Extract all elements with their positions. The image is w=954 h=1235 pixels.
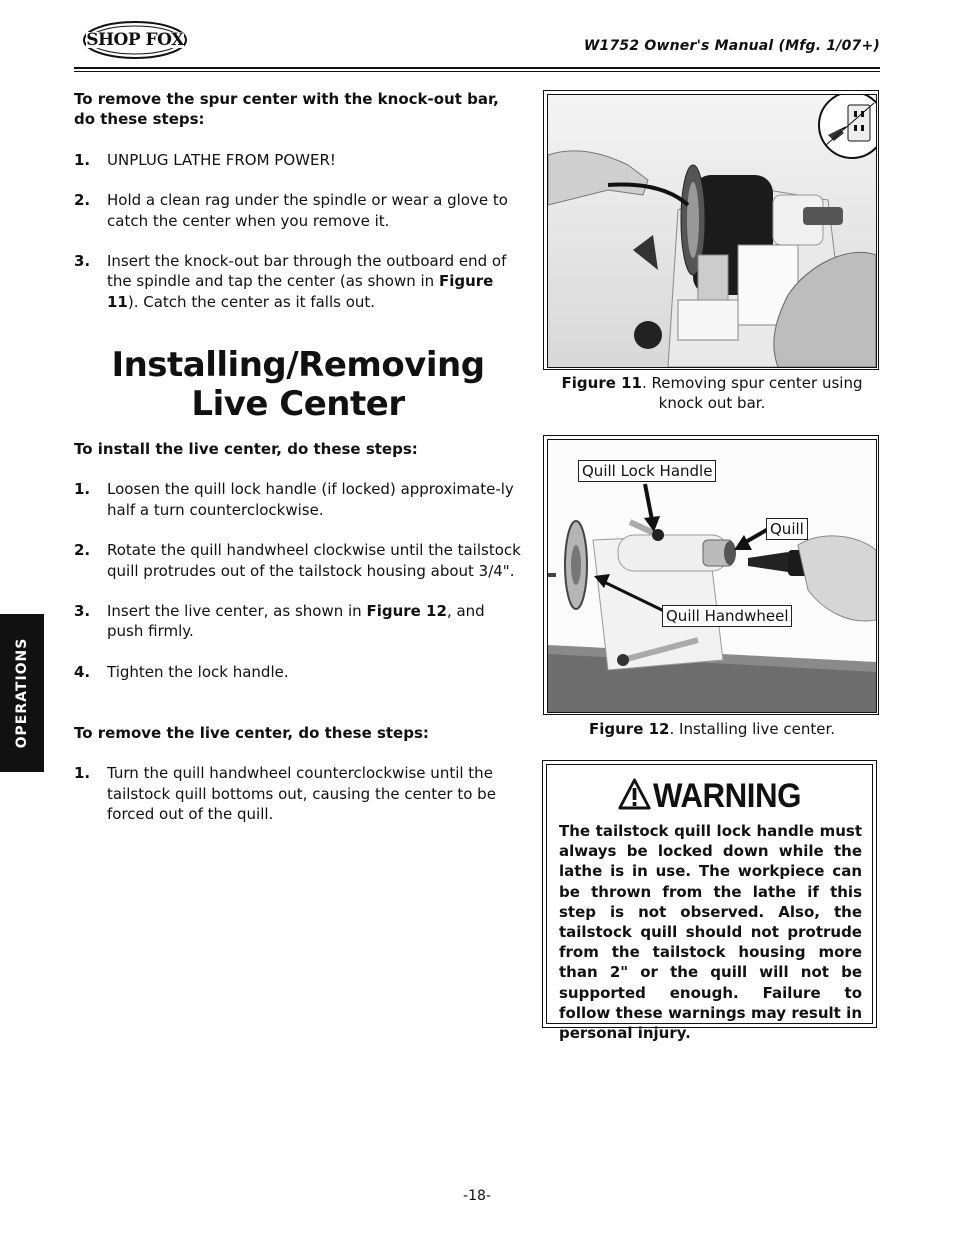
heading-line-2: Live Center: [191, 384, 405, 424]
figure-12-photo: [547, 439, 877, 713]
quill-label: Quill: [766, 518, 808, 540]
logo-text: SHOP FOX: [86, 30, 184, 50]
remove-spur-lead: To remove the spur center with the knock-out bar, do these steps:: [74, 90, 499, 129]
list-item: [74, 150, 522, 170]
step-number: 1.: [74, 150, 91, 169]
shop-fox-logo: [82, 20, 188, 60]
step-text: UNPLUG LATHE FROM POWER!: [107, 150, 336, 169]
step-number: 1.: [74, 764, 91, 783]
header-rule: [74, 67, 880, 69]
figure-11-caption: [543, 373, 881, 414]
quill-lock-handle-label: Quill Lock Handle: [578, 460, 716, 482]
list-item: [74, 763, 522, 824]
figure-reference: Figure 11: [107, 272, 494, 311]
step-text: Insert the knock-out bar through the outboard end of the spindle and tap the center (as shown in: [107, 252, 507, 291]
install-section: [74, 439, 522, 682]
step-text: Tighten the lock handle.: [107, 662, 289, 681]
header-rule-thin: [74, 71, 880, 72]
list-item: [74, 479, 522, 520]
remove-spur-section: [74, 89, 522, 312]
list-item: [74, 662, 522, 682]
section-heading: [74, 346, 522, 424]
install-lead: To install the live center, do these steps:: [74, 440, 418, 458]
section-tab-label: OPERATIONS: [14, 637, 30, 749]
figure-reference: Figure 12: [366, 602, 447, 621]
warning-text: The tailstock quill lock handle must always be locked down while the lathe is in use. The workpiece can be thrown from the lathe if this step is not observed. Also, the tailstock quill should not protrude from the tailstock housing more than 2" or the quill will not be supported enough. Failure to follow these warnings may result in personal injury.: [559, 822, 862, 1043]
warning-box-inner: [546, 764, 873, 1043]
step-number: 2.: [74, 191, 91, 210]
step-number: 3.: [74, 602, 91, 621]
step-number: 4.: [74, 662, 91, 681]
list-item: [74, 601, 522, 642]
unplug-icon: [826, 103, 876, 147]
figure-12-frame: [543, 435, 879, 715]
step-text: , and push firmly.: [107, 602, 485, 641]
step-text: Loosen the quill lock handle (if locked) approximate-ly half a turn counterclockwise.: [107, 480, 514, 519]
list-item: [74, 251, 522, 312]
figure-11-frame: [543, 90, 879, 370]
step-number: 2.: [74, 541, 91, 560]
manual-title: W1752 Owner's Manual (Mfg. 1/07+): [583, 38, 880, 54]
step-text: ). Catch the center as it falls out.: [127, 292, 376, 311]
warning-title: WARNING: [652, 777, 801, 815]
list-item: [74, 540, 522, 581]
step-number: 3.: [74, 252, 91, 271]
remove-live-section: [74, 723, 522, 825]
caption-text: . Installing live center.: [669, 720, 835, 738]
figure-11-photo: [547, 94, 877, 368]
section-tab: [0, 614, 44, 772]
figure-label: Figure 11: [561, 374, 642, 392]
figure-12-caption: [543, 719, 881, 739]
page-number: -18-: [463, 1188, 491, 1204]
caption-text: . Removing spur center using knock out bar.: [642, 374, 863, 413]
heading-line-1: Installing/Removing: [111, 345, 485, 385]
warning-triangle-icon: [618, 778, 651, 819]
quill-handwheel-label: Quill Handwheel: [662, 605, 792, 627]
remove-live-lead: To remove the live center, do these steps:: [74, 724, 429, 742]
list-item: [74, 190, 522, 231]
warning-title-row: [560, 777, 859, 819]
step-text: Insert the live center, as shown in: [107, 602, 367, 621]
step-text: Hold a clean rag under the spindle or wear a glove to catch the center when you remove it.: [107, 191, 508, 230]
step-number: 1.: [74, 480, 91, 499]
step-text: Rotate the quill handwheel clockwise until the tailstock quill protrudes out of the tailstock housing about 3/4".: [107, 541, 521, 580]
warning-box: [542, 760, 877, 1043]
step-text: Turn the quill handwheel counterclockwise until the tailstock quill bottoms out, causing the center to be forced out of the quill.: [107, 764, 496, 824]
figure-label: Figure 12: [589, 720, 670, 738]
